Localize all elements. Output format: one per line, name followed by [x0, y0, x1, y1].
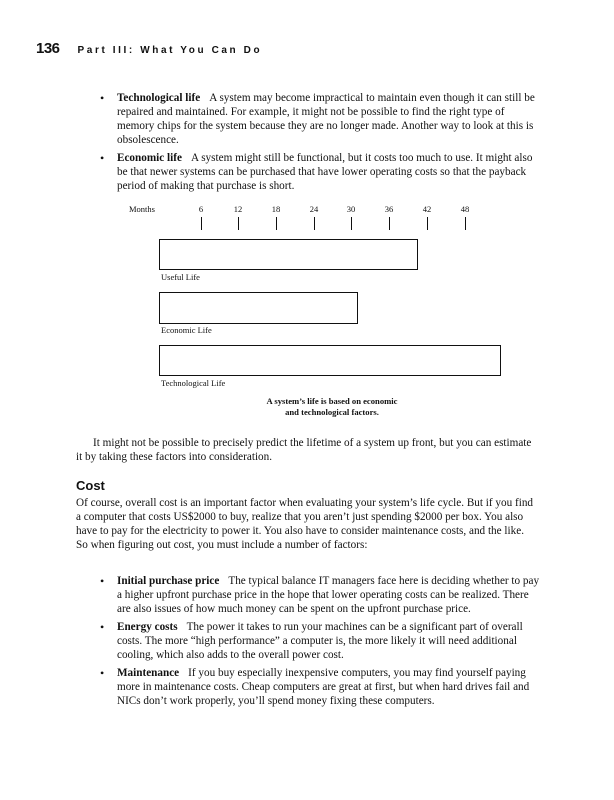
economic-life-label: Economic Life [161, 325, 212, 335]
bullet-text: The typical balance IT managers face here is deciding whether to pay a higher upfront purchase price in the hope that lower operating costs can be realized. There are also issues of how much money can be spent on the upfront purchase price. [117, 575, 540, 615]
bullet-energy-costs [98, 620, 543, 662]
bullet-term: Economic life [117, 152, 182, 164]
bullet-text: A system may become impractical to maintain even though it can still be repaired and maintained. For example, it might not be possible to find the right type of memory chips for the system because they are no longer made. Another way to look at this is obsolescence. [117, 92, 535, 146]
month-tick-6: 6 [191, 204, 211, 230]
month-tick-42: 42 [417, 204, 437, 230]
useful-life-bar [159, 239, 418, 270]
month-tick-36: 36 [379, 204, 399, 230]
technological-life-label: Technological Life [161, 378, 226, 388]
month-tick-18: 18 [266, 204, 286, 230]
month-tick-12: 12 [228, 204, 248, 230]
bullet-term: Technological life [117, 92, 201, 104]
page-header [36, 40, 262, 57]
bullet-text: A system might still be functional, but it costs too much to use. It might also be that newer systems can be purchased that have lower operating costs so that the payback period of making that purchase is short. [117, 152, 533, 192]
bullet-text: If you buy especially inexpensive computers, you may find yourself paying more in maintenance costs. Cheap computers are great at first, but when hard drives fail and NICs don’t work properly, you’ll spend money fixing these computers. [117, 667, 530, 707]
figure-caption: A system’s life is based on economic and technological factors. [266, 396, 398, 417]
bullet-term: Initial purchase price [117, 575, 220, 587]
paragraph-estimate: It might not be possible to precisely predict the lifetime of a system up front, but you can estimate it by taking these factors into consideration. [76, 437, 532, 463]
bullet-economic-life [98, 151, 540, 193]
system-life-figure [0, 200, 614, 425]
paragraph-cost: Of course, overall cost is an important factor when evaluating your system’s life cycle. But if you find a computer that costs US$2000 to buy, realize that you aren’t just spending $2000 per box. You also have to pay for the electricity to power it. You also have to consider maintenance costs, and the like. So when figuring out cost, you must include a number of factors: [76, 497, 534, 551]
technological-life-bar [159, 345, 501, 376]
bullet-list-life-types [98, 91, 540, 197]
bullet-technological-life [98, 91, 540, 147]
month-tick-48: 48 [455, 204, 475, 230]
month-tick-24: 24 [304, 204, 324, 230]
page-number: 136 [36, 40, 60, 57]
part-title: Part III: What You Can Do [77, 45, 263, 56]
economic-life-bar [159, 292, 358, 324]
bullet-term: Energy costs [117, 621, 178, 633]
months-axis-label: Months [129, 204, 155, 214]
bullet-term: Maintenance [117, 667, 180, 679]
month-tick-30: 30 [341, 204, 361, 230]
bullet-initial-purchase-price [98, 574, 543, 616]
bullet-text: The power it takes to run your machines can be a significant part of overall costs. The more “high performance” a computer is, the more likely it will need additional cooling, which also adds to the overall power cost. [117, 621, 523, 661]
bullet-list-cost-factors [98, 574, 543, 712]
bullet-maintenance [98, 666, 543, 708]
useful-life-label: Useful Life [161, 272, 200, 282]
section-heading-cost: Cost [76, 478, 105, 493]
